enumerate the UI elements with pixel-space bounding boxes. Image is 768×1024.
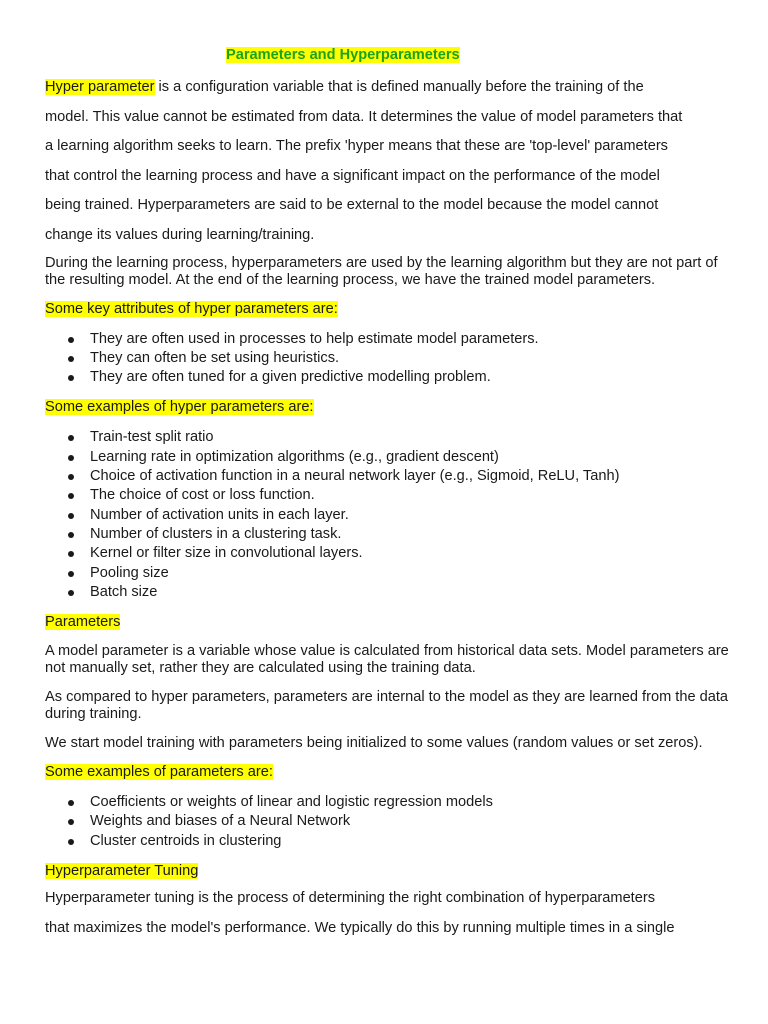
list-item: Coefficients or weights of linear and logistic regression models xyxy=(90,793,735,812)
intro-line: model. This value cannot be estimated from data. It determines the value of model parameters that xyxy=(45,108,683,125)
intro-line: Hyper parameter is a configuration variable that is defined manually before the training of the xyxy=(45,79,644,95)
intro-line: being trained. Hyperparameters are said to be external to the model because the model cannot xyxy=(45,197,659,214)
learning-process-paragraph: During the learning process, hyperparameters are used by the learning algorithm but they are not part of the resulting model. At the end of the learning process, we have the trained model parameters. xyxy=(45,254,718,288)
tuning-paragraph xyxy=(45,884,735,943)
intro-line: change its values during learning/training. xyxy=(45,226,315,243)
intro-line: a learning algorithm seeks to learn. The prefix 'hyper means that these are 'top-level' parameters xyxy=(45,138,668,155)
list-item: Learning rate in optimization algorithms (e.g., gradient descent) xyxy=(90,448,735,467)
parameters-paragraph: As compared to hyper parameters, parameters are internal to the model as they are learned from the data during training. xyxy=(45,689,729,723)
list-item: Kernel or filter size in convolutional layers. xyxy=(90,544,735,563)
tuning-line: Hyperparameter tuning is the process of determining the right combination of hyperparameters xyxy=(45,890,656,907)
hyper-examples-list xyxy=(45,428,735,602)
list-item: The choice of cost or loss function. xyxy=(90,486,735,505)
document-page xyxy=(45,45,735,943)
hyper-examples-heading: Some examples of hyper parameters are: xyxy=(45,399,314,416)
intro-highlight: Hyper parameter xyxy=(45,79,155,95)
intro-paragraph xyxy=(45,73,735,251)
intro-line: that control the learning process and have a significant impact on the performance of the model xyxy=(45,167,660,184)
tuning-line: that maximizes the model's performance. We typically do this by running multiple times in a single xyxy=(45,919,675,936)
list-item: Choice of activation function in a neural network layer (e.g., Sigmoid, ReLU, Tanh) xyxy=(90,467,735,486)
list-item: Number of activation units in each layer. xyxy=(90,506,735,525)
list-item: Train-test split ratio xyxy=(90,428,735,447)
param-examples-list xyxy=(45,793,735,851)
attributes-heading: Some key attributes of hyper parameters are: xyxy=(45,300,338,317)
parameters-paragraph: We start model training with parameters being initialized to some values (random values or set zeros). xyxy=(45,735,703,752)
attributes-list xyxy=(45,330,735,388)
list-item: They are often used in processes to help estimate model parameters. xyxy=(90,330,735,349)
list-item: Weights and biases of a Neural Network xyxy=(90,812,735,831)
list-item: They are often tuned for a given predictive modelling problem. xyxy=(90,368,735,387)
list-item: Number of clusters in a clustering task. xyxy=(90,525,735,544)
param-examples-heading: Some examples of parameters are: xyxy=(45,764,273,781)
parameters-heading: Parameters xyxy=(45,614,121,631)
parameters-paragraph: A model parameter is a variable whose value is calculated from historical data sets. Model parameters are not manually set, rather they are calculated using the training data. xyxy=(45,643,729,677)
list-item: Cluster centroids in clustering xyxy=(90,832,735,851)
list-item: Pooling size xyxy=(90,564,735,583)
tuning-heading: Hyperparameter Tuning xyxy=(45,863,199,880)
list-item: They can often be set using heuristics. xyxy=(90,349,735,368)
document-title: Parameters and Hyperparameters xyxy=(226,47,460,63)
list-item: Batch size xyxy=(90,583,735,602)
